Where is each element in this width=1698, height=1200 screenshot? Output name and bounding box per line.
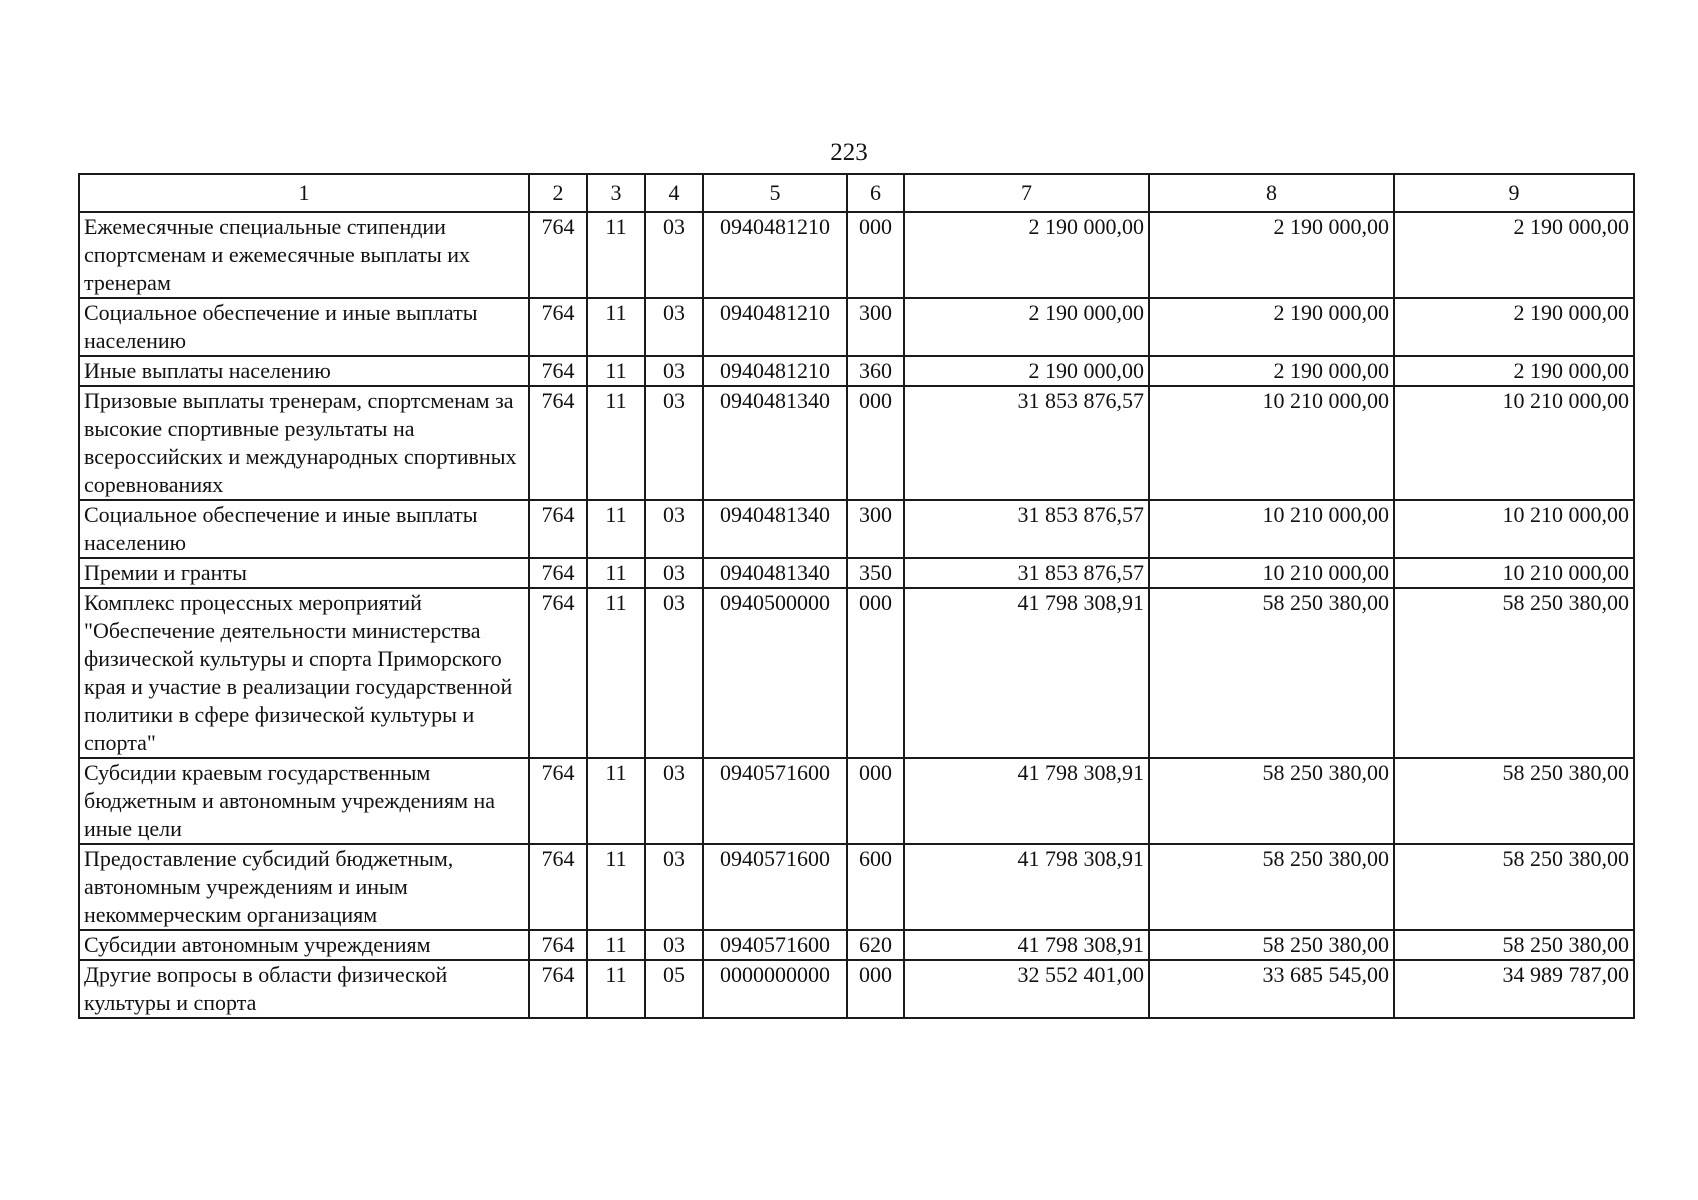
row-subsection-code: 03 (645, 758, 703, 844)
row-section-code: 11 (587, 212, 645, 298)
row-subsection-code: 03 (645, 844, 703, 930)
row-amount-col8: 2 190 000,00 (1149, 298, 1394, 356)
page-number: 223 (830, 139, 868, 166)
row-ministry-code: 764 (529, 212, 587, 298)
row-amount-col8: 2 190 000,00 (1149, 356, 1394, 386)
row-subsection-code: 03 (645, 500, 703, 558)
row-amount-col9: 10 210 000,00 (1394, 386, 1634, 500)
row-name: Комплекс процессных мероприятий "Обеспечение деятельности министерства физической культуры и спорта Приморского края и участие в реализации государственной политики в сфере физической культуры и спорта" (79, 588, 529, 758)
row-amount-col8: 58 250 380,00 (1149, 930, 1394, 960)
row-name: Социальное обеспечение и иные выплаты населению (79, 298, 529, 356)
row-amount-col9: 10 210 000,00 (1394, 558, 1634, 588)
row-amount-col7: 31 853 876,57 (904, 500, 1149, 558)
row-amount-col9: 34 989 787,00 (1394, 960, 1634, 1018)
row-name: Призовые выплаты тренерам, спортсменам за высокие спортивные результаты на всероссийских и международных спортивных соревнованиях (79, 386, 529, 500)
row-expense-type-code: 000 (847, 386, 904, 500)
row-amount-col8: 58 250 380,00 (1149, 844, 1394, 930)
row-amount-col9: 58 250 380,00 (1394, 930, 1634, 960)
table-row (79, 960, 1634, 1018)
row-section-code: 11 (587, 588, 645, 758)
row-target-code: 0940481340 (703, 386, 847, 500)
budget-table (78, 173, 1635, 1019)
row-name: Субсидии краевым государственным бюджетным и автономным учреждениям на иные цели (79, 758, 529, 844)
row-name: Предоставление субсидий бюджетным, автономным учреждениям и иным некоммерческим организациям (79, 844, 529, 930)
row-amount-col7: 2 190 000,00 (904, 212, 1149, 298)
row-amount-col8: 33 685 545,00 (1149, 960, 1394, 1018)
row-amount-col7: 41 798 308,91 (904, 930, 1149, 960)
row-ministry-code: 764 (529, 960, 587, 1018)
row-amount-col8: 10 210 000,00 (1149, 558, 1394, 588)
row-amount-col8: 58 250 380,00 (1149, 758, 1394, 844)
row-section-code: 11 (587, 386, 645, 500)
row-amount-col7: 32 552 401,00 (904, 960, 1149, 1018)
row-section-code: 11 (587, 356, 645, 386)
row-amount-col7: 41 798 308,91 (904, 758, 1149, 844)
row-name: Субсидии автономным учреждениям (79, 930, 529, 960)
row-ministry-code: 764 (529, 558, 587, 588)
header-col-8: 8 (1149, 174, 1394, 212)
header-col-7: 7 (904, 174, 1149, 212)
row-amount-col9: 2 190 000,00 (1394, 298, 1634, 356)
header-row (79, 174, 1634, 212)
row-section-code: 11 (587, 500, 645, 558)
row-subsection-code: 03 (645, 212, 703, 298)
header-col-2: 2 (529, 174, 587, 212)
header-col-1: 1 (79, 174, 529, 212)
header-col-4: 4 (645, 174, 703, 212)
row-subsection-code: 03 (645, 356, 703, 386)
row-name: Социальное обеспечение и иные выплаты населению (79, 500, 529, 558)
header-col-6: 6 (847, 174, 904, 212)
row-amount-col7: 31 853 876,57 (904, 558, 1149, 588)
row-amount-col7: 2 190 000,00 (904, 356, 1149, 386)
table-row (79, 588, 1634, 758)
table-row (79, 356, 1634, 386)
header-col-3: 3 (587, 174, 645, 212)
row-expense-type-code: 620 (847, 930, 904, 960)
row-target-code: 0940481210 (703, 298, 847, 356)
row-target-code: 0940571600 (703, 930, 847, 960)
table-row (79, 212, 1634, 298)
row-ministry-code: 764 (529, 386, 587, 500)
row-amount-col7: 41 798 308,91 (904, 844, 1149, 930)
row-subsection-code: 03 (645, 930, 703, 960)
table-row (79, 930, 1634, 960)
row-section-code: 11 (587, 558, 645, 588)
row-amount-col7: 31 853 876,57 (904, 386, 1149, 500)
table-row (79, 758, 1634, 844)
row-ministry-code: 764 (529, 844, 587, 930)
row-target-code: 0940571600 (703, 844, 847, 930)
row-target-code: 0940481340 (703, 558, 847, 588)
row-expense-type-code: 000 (847, 960, 904, 1018)
row-amount-col8: 10 210 000,00 (1149, 386, 1394, 500)
row-name: Ежемесячные специальные стипендии спортсменам и ежемесячные выплаты их тренерам (79, 212, 529, 298)
row-amount-col9: 2 190 000,00 (1394, 212, 1634, 298)
row-amount-col9: 58 250 380,00 (1394, 588, 1634, 758)
row-target-code: 0000000000 (703, 960, 847, 1018)
row-expense-type-code: 000 (847, 588, 904, 758)
row-expense-type-code: 000 (847, 212, 904, 298)
table-row (79, 386, 1634, 500)
row-expense-type-code: 350 (847, 558, 904, 588)
row-section-code: 11 (587, 758, 645, 844)
row-subsection-code: 03 (645, 558, 703, 588)
row-ministry-code: 764 (529, 930, 587, 960)
row-section-code: 11 (587, 960, 645, 1018)
row-amount-col9: 58 250 380,00 (1394, 758, 1634, 844)
row-amount-col7: 2 190 000,00 (904, 298, 1149, 356)
row-subsection-code: 05 (645, 960, 703, 1018)
row-expense-type-code: 600 (847, 844, 904, 930)
header-col-9: 9 (1394, 174, 1634, 212)
row-section-code: 11 (587, 298, 645, 356)
row-target-code: 0940481210 (703, 356, 847, 386)
row-amount-col9: 2 190 000,00 (1394, 356, 1634, 386)
table-row (79, 298, 1634, 356)
row-ministry-code: 764 (529, 298, 587, 356)
row-expense-type-code: 360 (847, 356, 904, 386)
row-amount-col9: 58 250 380,00 (1394, 844, 1634, 930)
table-row (79, 844, 1634, 930)
row-expense-type-code: 300 (847, 298, 904, 356)
row-subsection-code: 03 (645, 298, 703, 356)
row-target-code: 0940481210 (703, 212, 847, 298)
row-target-code: 0940571600 (703, 758, 847, 844)
row-name: Премии и гранты (79, 558, 529, 588)
table-row (79, 558, 1634, 588)
row-name: Иные выплаты населению (79, 356, 529, 386)
row-name: Другие вопросы в области физической культуры и спорта (79, 960, 529, 1018)
row-ministry-code: 764 (529, 356, 587, 386)
row-expense-type-code: 300 (847, 500, 904, 558)
table-row (79, 500, 1634, 558)
row-subsection-code: 03 (645, 386, 703, 500)
row-ministry-code: 764 (529, 588, 587, 758)
row-expense-type-code: 000 (847, 758, 904, 844)
row-amount-col7: 41 798 308,91 (904, 588, 1149, 758)
row-ministry-code: 764 (529, 500, 587, 558)
row-subsection-code: 03 (645, 588, 703, 758)
row-amount-col8: 2 190 000,00 (1149, 212, 1394, 298)
header-col-5: 5 (703, 174, 847, 212)
row-amount-col8: 58 250 380,00 (1149, 588, 1394, 758)
row-section-code: 11 (587, 930, 645, 960)
row-ministry-code: 764 (529, 758, 587, 844)
row-target-code: 0940481340 (703, 500, 847, 558)
row-section-code: 11 (587, 844, 645, 930)
row-amount-col8: 10 210 000,00 (1149, 500, 1394, 558)
row-amount-col9: 10 210 000,00 (1394, 500, 1634, 558)
row-target-code: 0940500000 (703, 588, 847, 758)
